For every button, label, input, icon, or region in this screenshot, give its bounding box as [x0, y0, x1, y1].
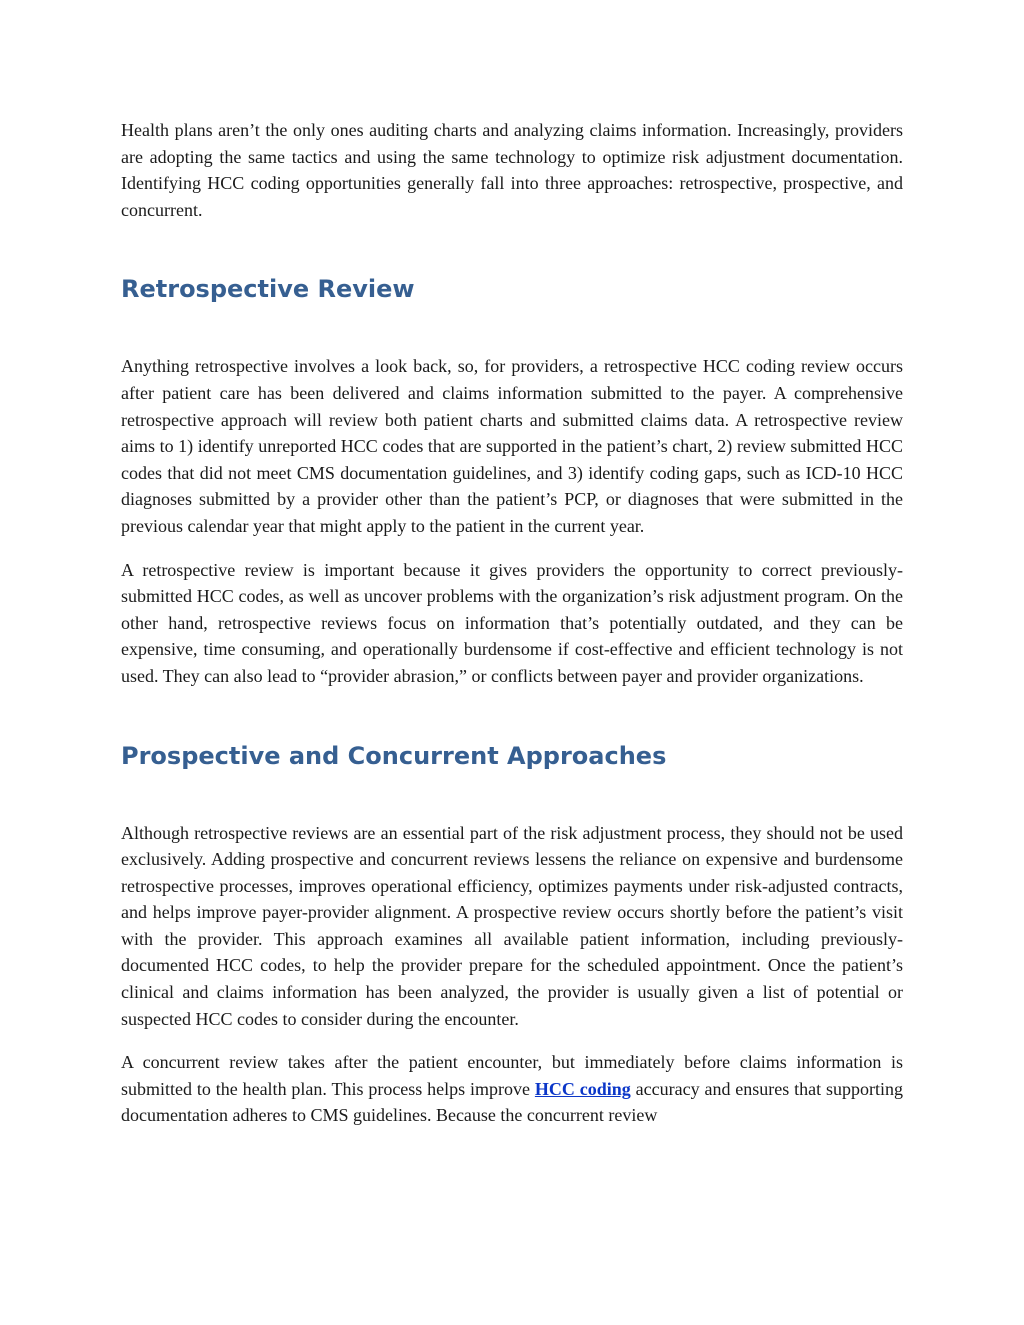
concurrent-text-after: accuracy and ensures that supporting documentation adheres to CMS guidelines. Because the concurrent review [121, 1078, 904, 1126]
prospective-concurrent-heading: Prospective and Concurrent Approaches [121, 741, 667, 770]
document-page [121, 117, 903, 1129]
intro-paragraph: Health plans aren’t the only ones auditing charts and analyzing claims information. Increasingly, providers are adopting the same tactics and using the same technology to optimize risk adjustment documentation. Identifying HCC coding opportunities generally fall into three approaches: retrospective, prospective, and concurrent. [121, 120, 903, 220]
hcc-coding-link[interactable]: HCC coding [534, 1078, 631, 1099]
concurrent-paragraph [121, 1049, 903, 1129]
retrospective-paragraph-2: A retrospective review is important because it gives providers the opportunity to correct previously-submitted HCC codes, as well as uncover problems with the organization’s risk adjustment program. On the other hand, retrospective reviews focus on information that’s potentially outdated, and they can be expensive, time consuming, and operationally burdensome if cost-effective and efficient technology is not used. They can also lead to “provider abrasion,” or conflicts between payer and provider organizations. [121, 559, 903, 686]
prospective-paragraph-1: Although retrospective reviews are an essential part of the risk adjustment process, they should not be used exclusively. Adding prospective and concurrent reviews lessens the reliance on expensive and burdensome retrospective processes, improves operational efficiency, optimizes payments under risk-adjusted contracts, and helps improve payer-provider alignment. A prospective review occurs shortly before the patient’s visit with the provider. This approach examines all available patient information, including previously-documented HCC codes, to help the provider prepare for the scheduled appointment. Once the patient’s clinical and claims information has been analyzed, the provider is usually given a list of potential or suspected HCC codes to consider during the encounter. [121, 822, 903, 1029]
retrospective-review-heading: Retrospective Review [121, 275, 415, 304]
retrospective-paragraph-1: Anything retrospective involves a look back, so, for providers, a retrospective HCC coding review occurs after patient care has been delivered and claims information submitted to the payer. A comprehensive retrospective approach will review both patient charts and submitted claims data. A retrospective review aims to 1) identify unreported HCC codes that are supported in the patient’s chart, 2) review submitted HCC codes that did not meet CMS documentation guidelines, and 3) identify coding gaps, such as ICD-10 HCC diagnoses submitted by a provider other than the patient’s PCP, or diagnoses that were submitted in the previous calendar year that might apply to the patient in the current year. [121, 356, 903, 536]
concurrent-text-before: A concurrent review takes after the patient encounter, but immediately before claims information is submitted to the health plan. This process helps improve [121, 1052, 903, 1099]
